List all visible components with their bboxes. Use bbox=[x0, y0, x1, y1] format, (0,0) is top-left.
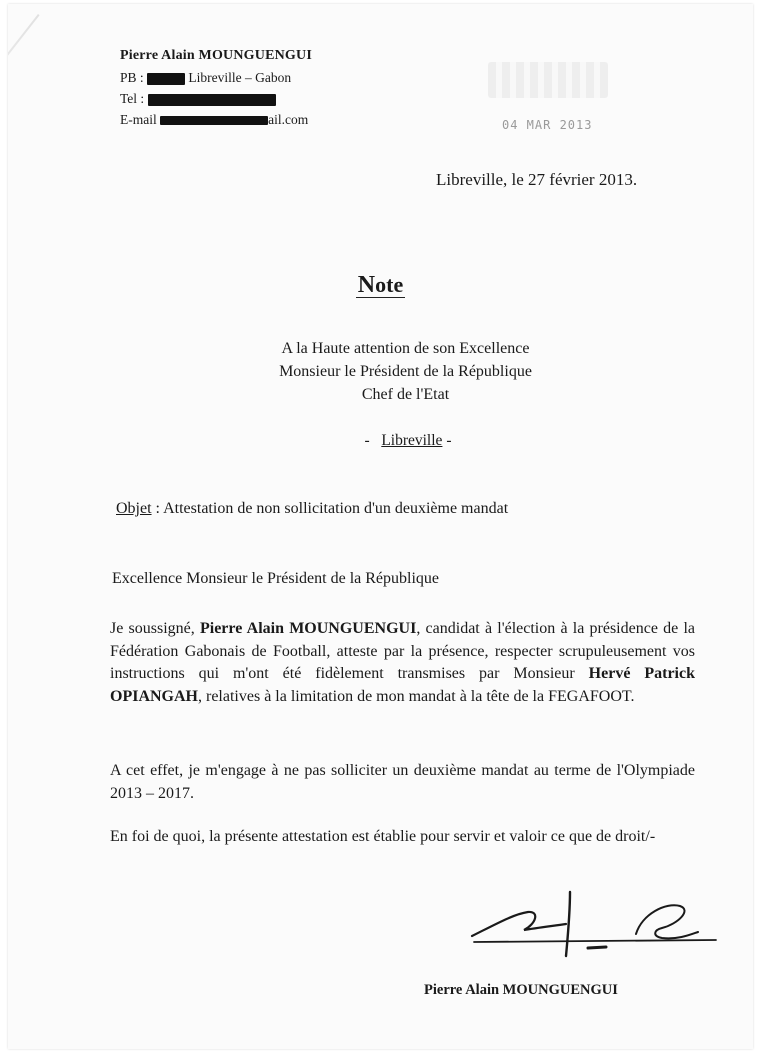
opiangah-name: Hervé Patrick OPIANGAH bbox=[110, 665, 695, 705]
handwritten-signature bbox=[466, 884, 726, 964]
addressee-city bbox=[8, 432, 753, 450]
title-initial: N bbox=[357, 272, 376, 298]
stamp-faded-text bbox=[488, 62, 608, 98]
object-text: : Attestation de non sollicitation d'un deuxième mandat bbox=[155, 500, 509, 517]
sender-name: Pierre Alain MOUNGUENGUI bbox=[120, 48, 312, 63]
city-dash: - bbox=[446, 432, 452, 449]
body-paragraph-3: En foi de quoi, la présente attestation est établie pour servir et valoir ce que de droit/- bbox=[110, 828, 656, 845]
email-label: E-mail bbox=[120, 112, 157, 127]
object-label: Objet bbox=[116, 500, 152, 517]
letter-page bbox=[8, 4, 753, 1049]
sender-email-line bbox=[120, 112, 308, 128]
addressee-line-2: Monsieur le Président de la République bbox=[279, 363, 532, 380]
tel-label: Tel : bbox=[120, 91, 145, 106]
redaction-bar bbox=[148, 94, 276, 106]
reception-stamp bbox=[478, 56, 618, 146]
letter-object bbox=[116, 500, 508, 518]
addressee-line-3: Chef de l'Etat bbox=[361, 386, 450, 403]
pb-city: Libreville – Gabon bbox=[188, 70, 292, 85]
redaction-bar bbox=[147, 73, 185, 85]
city-dash: - bbox=[364, 432, 370, 449]
redaction-bar bbox=[160, 116, 268, 125]
title-rest: ote bbox=[375, 272, 404, 297]
pb-label: PB : bbox=[120, 70, 144, 85]
letter-title bbox=[8, 272, 753, 299]
sender-tel-line bbox=[120, 91, 276, 107]
addressee-line-1: A la Haute attention de son Excellence bbox=[281, 340, 530, 357]
email-domain: ail.com bbox=[268, 112, 309, 127]
body-paragraph-2: A cet effet, je m'engage à ne pas solliciter un deuxième mandat au terme de l'Olympiade 2013 – 2017. bbox=[110, 762, 695, 802]
sender-pb-line bbox=[120, 70, 291, 86]
stamp-date: 04 MAR 2013 bbox=[502, 118, 593, 132]
signer-name-inline: Pierre Alain MOUNGUENGUI bbox=[199, 620, 417, 637]
letter-date: Libreville, le 27 février 2013. bbox=[436, 170, 638, 189]
city-name: Libreville bbox=[381, 432, 443, 449]
salutation: Excellence Monsieur le Président de la République bbox=[112, 570, 440, 587]
body-paragraph-1: Je soussigné, Pierre Alain MOUNGUENGUI, candidat à l'élection à la présidence de la Fédération Gabonais de Football, atteste par la présence, respecter scrupuleusement vos instructions qui m'ont été fidèlement transmises par Monsieur Hervé Patrick OPIANGAH, relatives à la limitation de mon mandat à la tête de la FEGAFOOT. bbox=[110, 620, 696, 705]
signer-name: Pierre Alain MOUNGUENGUI bbox=[424, 982, 618, 998]
paper-crease bbox=[8, 14, 40, 126]
